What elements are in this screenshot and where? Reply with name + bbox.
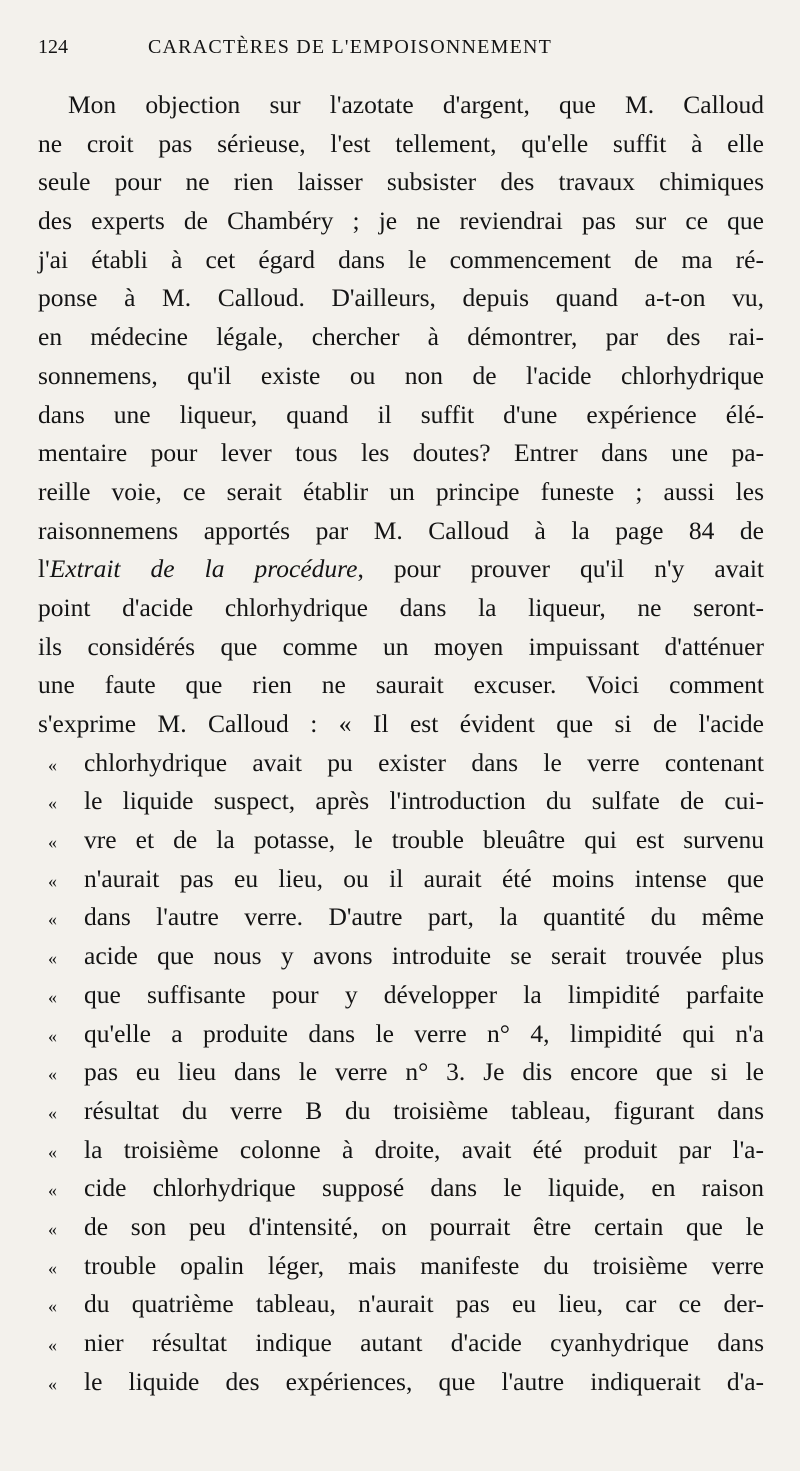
- text-line-italic: [38, 550, 764, 589]
- quote-mark: «: [48, 948, 57, 969]
- quote-mark: «: [48, 1218, 57, 1239]
- quote-mark: «: [48, 1257, 57, 1278]
- text-line: point d'acide chlorhydrique dans la liqueur, ne seront-: [38, 592, 764, 622]
- quoted-text: du quatrième tableau, n'aurait pas eu lieu, car ce der-: [84, 1289, 764, 1319]
- text-line: j'ai établi à cet égard dans le commencement de ma ré-: [38, 244, 764, 274]
- italic-title: Extrait de la procédure: [49, 554, 358, 584]
- body-text: [38, 86, 764, 1401]
- quoted-text: n'aurait pas eu lieu, ou il aurait été moins intense que: [84, 863, 764, 893]
- text-line: des experts de Chambéry ; je ne reviendrai pas sur ce que: [38, 206, 764, 236]
- quote-mark: «: [48, 1373, 57, 1394]
- quoted-line: [38, 782, 764, 821]
- quoted-text: le liquide suspect, après l'introduction du sulfate de cui-: [84, 786, 764, 816]
- quoted-line: [38, 937, 764, 976]
- quoted-line: [38, 898, 764, 937]
- quote-mark: «: [48, 870, 57, 891]
- quote-mark: «: [48, 1335, 57, 1355]
- quoted-text: nier résultat indique autant d'acide cyanhydrique dans: [84, 1328, 764, 1357]
- quoted-text: le liquide des expériences, que l'autre indiquerait d'a-: [84, 1366, 764, 1396]
- text-line: ne croit pas sérieuse, l'est tellement, qu'elle suffit à elle: [38, 128, 764, 158]
- quoted-line: [38, 860, 764, 899]
- text-line: sonnemens, qu'il existe ou non de l'acide chlorhydrique: [38, 360, 764, 390]
- quoted-line: [38, 1324, 764, 1363]
- italic-suffix: , pour prouver qu'il n'y avait: [357, 554, 764, 584]
- quote-mark: «: [48, 1296, 57, 1317]
- text-line: ils considérés que comme un moyen impuissant d'atténuer: [38, 631, 764, 661]
- quoted-text: acide que nous y avons introduite se serait trouvée plus: [84, 941, 764, 971]
- quote-mark: «: [48, 832, 57, 853]
- quoted-line: [38, 744, 764, 783]
- quoted-text: dans l'autre verre. D'autre part, la quantité du même: [84, 902, 764, 932]
- text-line: seule pour ne rien laisser subsister des travaux chimiques: [38, 167, 764, 197]
- quote-mark: «: [48, 986, 57, 1007]
- quoted-text: trouble opalin léger, mais manifeste du troisième verre: [84, 1250, 764, 1280]
- quoted-line: [38, 1363, 764, 1402]
- text-line: Mon objection sur l'azotate d'argent, que M. Calloud: [68, 90, 764, 119]
- quoted-text: vre et de la potasse, le trouble bleuâtre qui est survenu: [84, 825, 764, 855]
- quoted-line: [38, 1247, 764, 1286]
- page-number: 124: [38, 36, 68, 58]
- quote-mark: «: [48, 1102, 57, 1123]
- text-line: raisonnemens apportés par M. Calloud à la page 84 de: [38, 515, 764, 545]
- quote-mark: «: [48, 1064, 57, 1085]
- quoted-text: la troisième colonne à droite, avait été produit par l'a-: [84, 1134, 764, 1164]
- text-line: une faute que rien ne saurait excuser. Voici comment: [38, 670, 764, 700]
- quoted-line: [38, 1015, 764, 1054]
- quoted-line: [38, 1053, 764, 1092]
- quoted-text: qu'elle a produite dans le verre n° 4, limpidité qui n'a: [84, 1018, 764, 1048]
- quoted-line: [38, 1285, 764, 1324]
- quote-mark: «: [48, 909, 57, 930]
- quote-mark: «: [48, 793, 57, 814]
- quoted-text: résultat du verre B du troisième tableau, figurant dans: [84, 1095, 764, 1125]
- text-line: s'exprime M. Calloud : « Il est évident que si de l'acide: [38, 709, 764, 738]
- quoted-text: que suffisante pour y développer la limpidité parfaite: [84, 979, 764, 1009]
- text-line: reille voie, ce serait établir un principe funeste ; aussi les: [38, 476, 764, 506]
- text-line: mentaire pour lever tous les doutes? Entrer dans une pa-: [38, 438, 764, 468]
- italic-prefix: l': [38, 554, 50, 584]
- text-line: dans une liqueur, quand il suffit d'une expérience élé-: [38, 399, 764, 429]
- quoted-line: [38, 1131, 764, 1170]
- quoted-line: [38, 1169, 764, 1208]
- text-line: ponse à M. Calloud. D'ailleurs, depuis quand a-t-on vu,: [38, 283, 764, 313]
- quoted-line: [38, 1208, 764, 1247]
- quoted-line: [38, 976, 764, 1015]
- quoted-text: chlorhydrique avait pu exister dans le verre contenant: [84, 747, 764, 777]
- quoted-text: pas eu lieu dans le verre n° 3. Je dis encore que si le: [84, 1057, 764, 1087]
- text-line: en médecine légale, chercher à démontrer, par des rai-: [38, 322, 764, 352]
- quoted-text: de son peu d'intensité, on pourrait être certain que le: [84, 1211, 764, 1241]
- quote-mark: «: [48, 1141, 57, 1162]
- quoted-text: cide chlorhydrique supposé dans le liquide, en raison: [84, 1173, 764, 1203]
- quote-mark: «: [48, 1025, 57, 1046]
- running-title: CARACTÈRES DE L'EMPOISONNEMENT: [148, 36, 553, 58]
- quoted-line: [38, 1092, 764, 1131]
- quote-mark: «: [48, 1180, 57, 1201]
- page-header: [38, 36, 764, 76]
- quoted-line: [38, 821, 764, 860]
- quote-mark: «: [48, 754, 57, 775]
